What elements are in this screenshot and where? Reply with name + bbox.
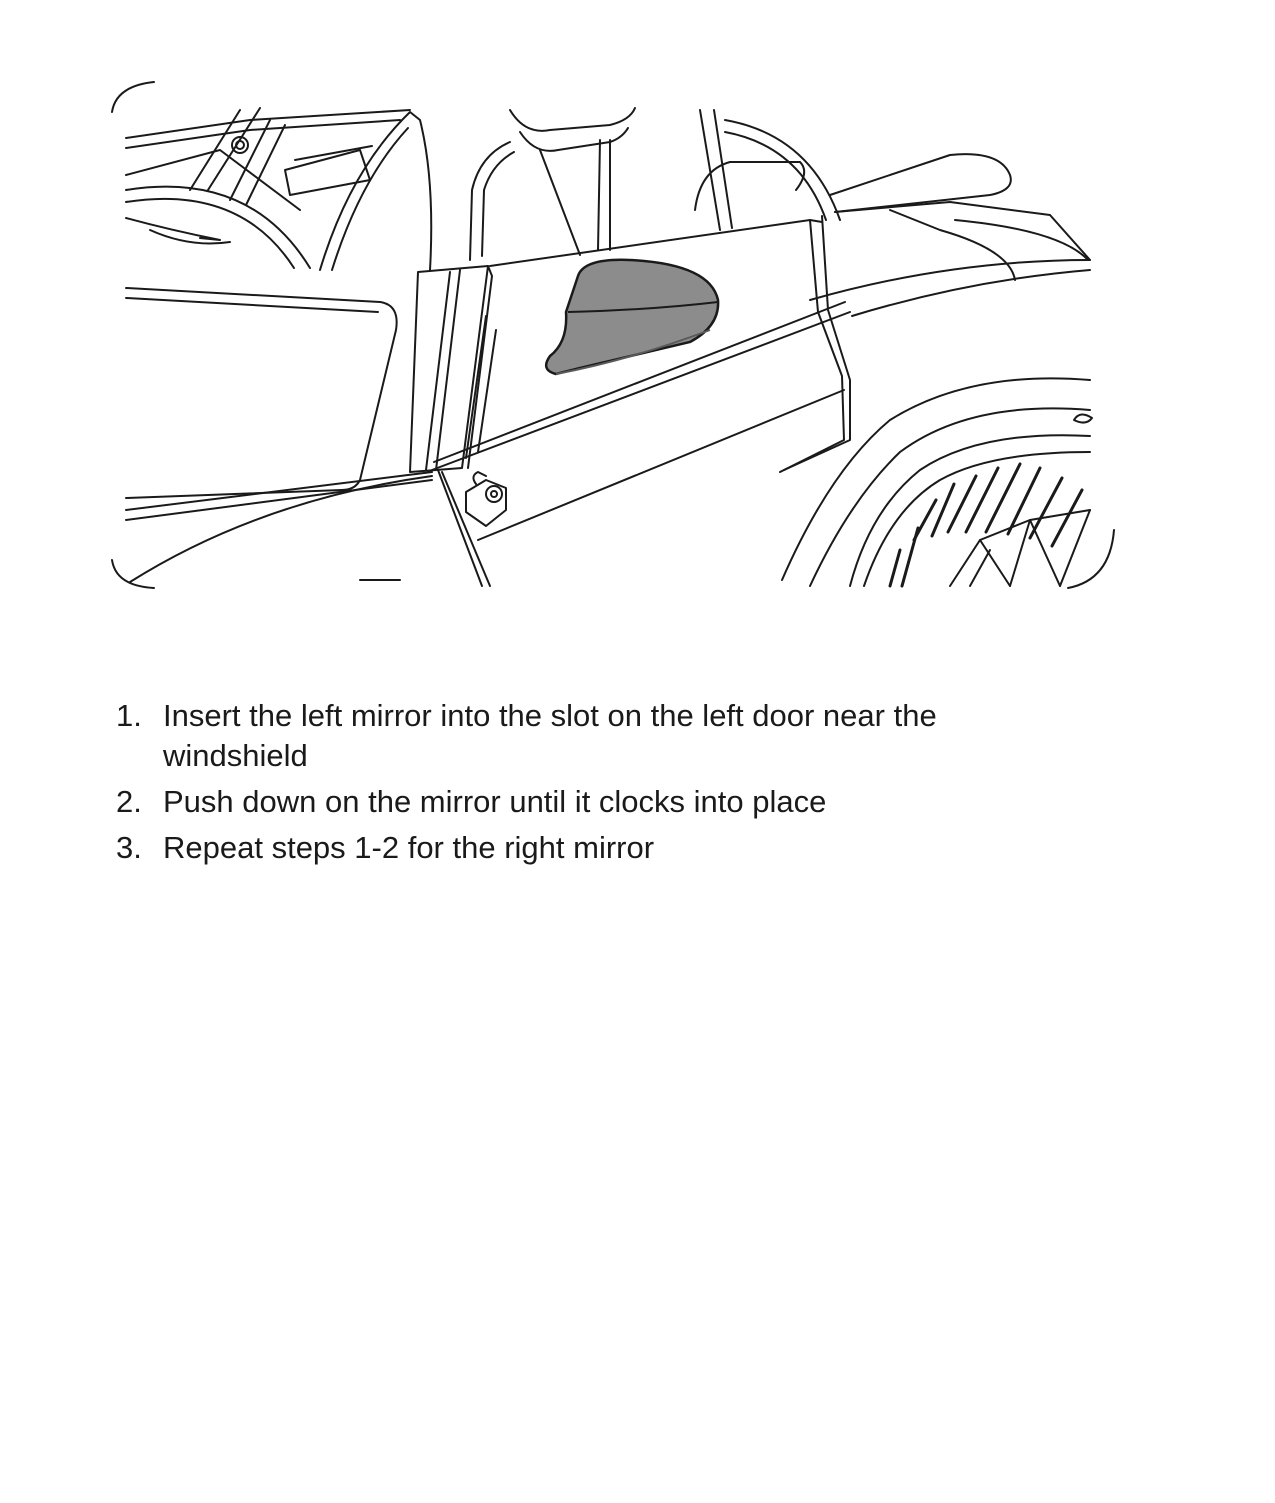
rear-body — [725, 120, 1090, 316]
step-text: Repeat steps 1-2 for the right mirror — [163, 830, 655, 865]
car-line-drawing — [110, 80, 1118, 590]
instruction-step — [110, 782, 1070, 822]
crop-corner-bottom-left — [112, 560, 154, 588]
crop-corner-top-left — [112, 82, 154, 112]
step-number: 3. — [116, 830, 142, 865]
a-pillar — [410, 266, 496, 472]
side-mirror-highlight — [546, 260, 718, 374]
step-number: 2. — [116, 784, 142, 819]
tire-tread — [890, 464, 1082, 586]
step-number: 1. — [116, 698, 142, 733]
instruction-steps — [110, 696, 1070, 874]
door-hinge — [466, 472, 506, 526]
crop-corner-bottom-right — [1068, 530, 1114, 588]
step-text: Push down on the mirror until it clocks into place — [163, 784, 827, 819]
instruction-step — [110, 828, 1070, 868]
windshield-frame — [126, 108, 410, 210]
step-text: Insert the left mirror into the slot on the left door near the windshield — [163, 698, 937, 773]
car-mirror-illustration — [110, 80, 1118, 590]
front-quarter-panel — [126, 288, 397, 498]
car-seats — [320, 108, 804, 270]
steering-wheel — [126, 187, 310, 268]
instruction-step — [110, 696, 1070, 776]
